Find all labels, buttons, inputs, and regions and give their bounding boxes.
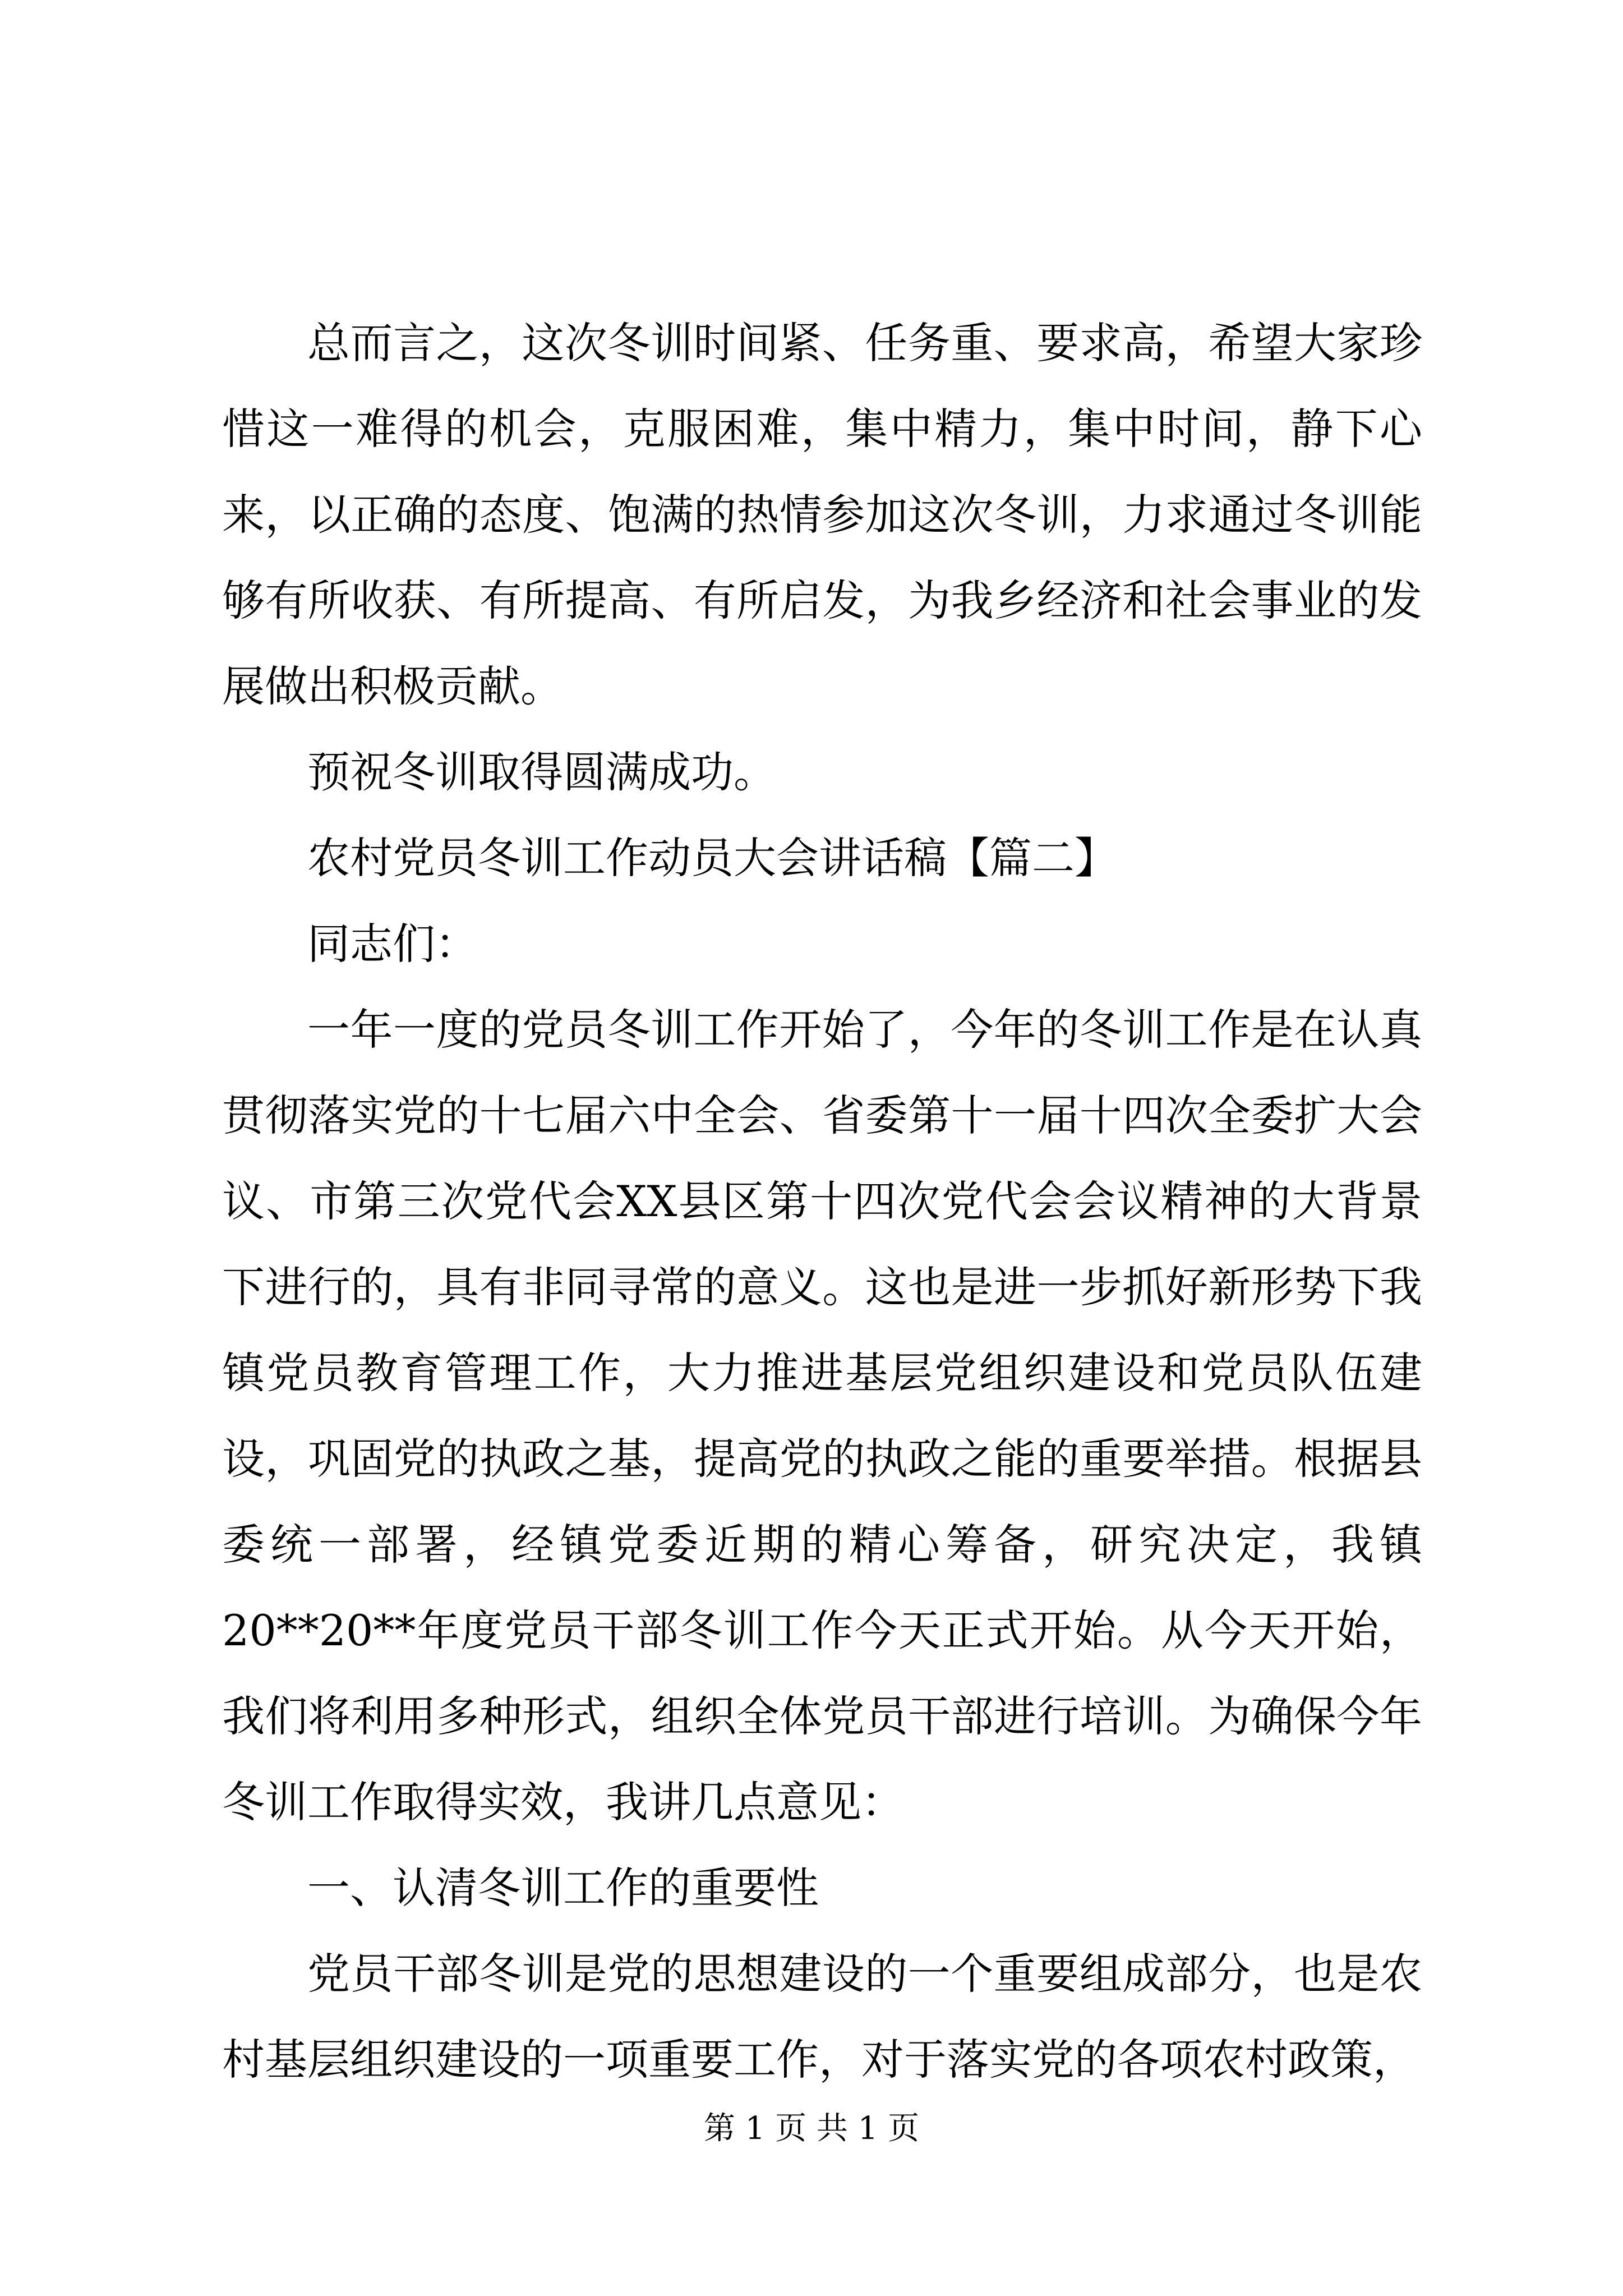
paragraph-summary: 总而言之，这次冬训时间紧、任务重、要求高，希望大家珍惜这一难得的机会，克服困难，集中精力，集中时间，静下心来，以正确的态度、饱满的热情参加这次冬训，力求通过冬训能够有所收获、有所提高、有所启发，为我乡经济和社会事业的发展做出积极贡献。 (222, 318, 1422, 711)
document-body (222, 300, 1422, 2102)
paragraph-intro: 一年一度的党员冬训工作开始了，今年的冬训工作是在认真贯彻落实党的十七届六中全会、省委第十一届十四次全委扩大会议、市第三次党代会XX县区第十四次党代会会议精神的大背景下进行的，具有非同寻常的意义。这也是进一步抓好新形势下我镇党员教育管理工作，大力推进基层党组织建设和党员队伍建设，巩固党的执政之基，提高党的执政之能的重要举措。根据县委统一部署，经镇党委近期的精心筹备，研究决定，我镇20**20**年度党员干部冬训工作今天正式开始。从今天开始，我们将利用多种形式，组织全体党员干部进行培训。为确保今年冬训工作取得实效，我讲几点意见： (222, 1005, 1422, 1827)
paragraph-point-one: 党员干部冬训是党的思想建设的一个重要组成部分，也是农村基层组织建设的一项重要工作，对于落实党的各项农村政策， (222, 1949, 1422, 2085)
paragraph-wish: 预祝冬训取得圆满成功。 (307, 747, 776, 797)
salutation: 同志们： (307, 919, 478, 969)
heading-point-one: 一、认清冬训工作的重要性 (307, 1863, 819, 1913)
section-title: 农村党员冬训工作动员大会讲话稿【篇二】 (307, 833, 1117, 883)
page-footer: 第 1 页 共 1 页 (703, 2110, 920, 2147)
